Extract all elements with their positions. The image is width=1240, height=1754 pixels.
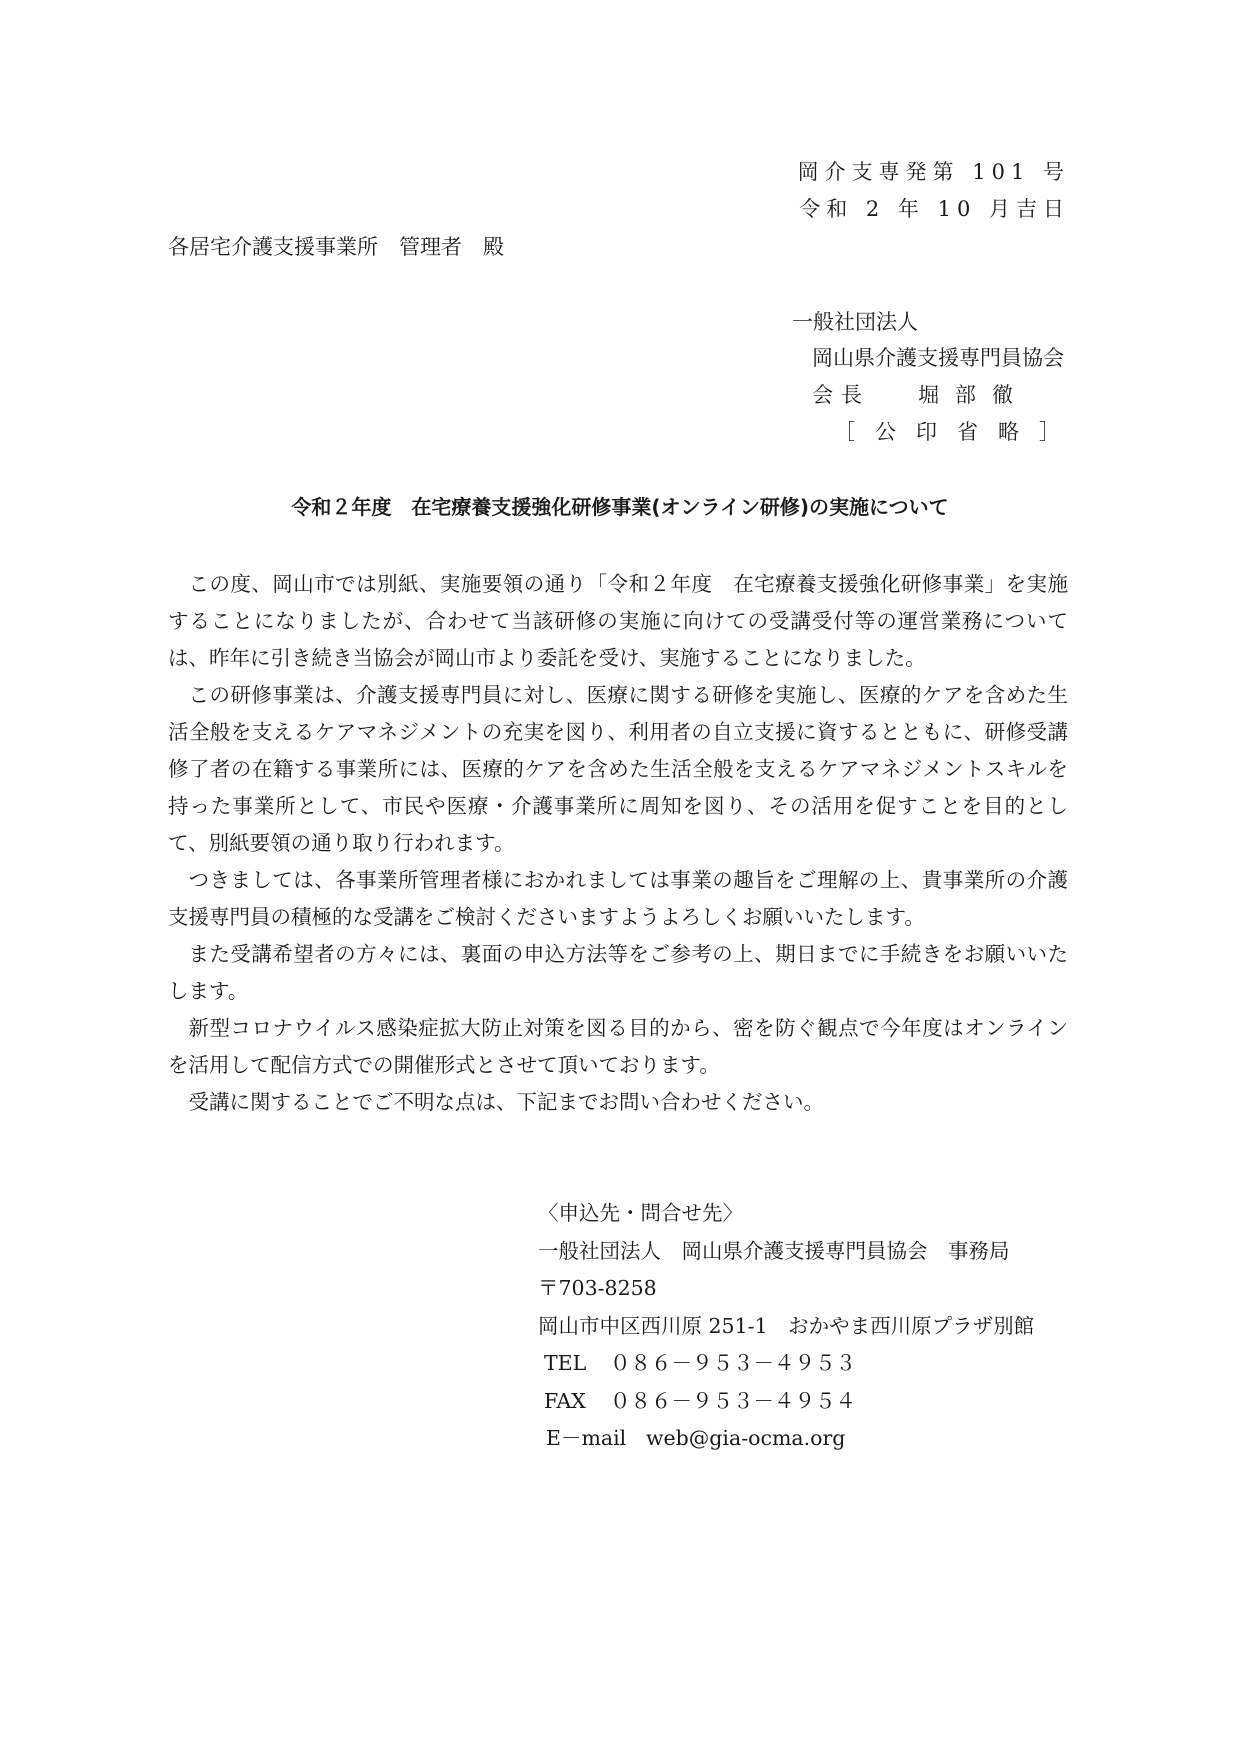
sender-role: 会長 xyxy=(812,383,870,407)
body-paragraph: 受講に関することでご不明な点は、下記までお問い合わせください。 xyxy=(188,1090,824,1114)
document-number: 岡介支専発第 101 号 xyxy=(797,160,1070,184)
contact-postal-code: 〒703-8258 xyxy=(538,1276,657,1300)
contact-block xyxy=(538,1195,1034,1458)
subject-title: 令和２年度 在宅療養支援強化研修事業(オンライン研修)の実施について xyxy=(291,495,949,519)
body-paragraph: この研修事業は、介護支援専門員に対し、医療に関する研修を実施し、医療的ケアを含めた生活全般を支えるケアマネジメントの充実を図り、利用者の自立支援に資するとともに、研修受講修了者の在籍する事業所には、医療的ケアを含めた生活全般を支えるケアマネジメントスキルを持った事業所として、市民や医療・介護事業所に周知を図り、その活用を促すことを目的として、別紙要領の通り取り行われます。 xyxy=(168,683,1068,855)
body-text xyxy=(168,566,1068,1121)
contact-fax xyxy=(538,1383,1034,1421)
seal-bracket-close: ］ xyxy=(1039,420,1080,444)
body-paragraph: つきましては、各事業所管理者様におかれましては事業の趣旨をご理解の上、貴事業所の介護支援専門員の積極的な受講をご検討くださいますようよろしくお願いいたします。 xyxy=(168,868,1068,929)
sender-name: 堀部徹 xyxy=(918,383,1029,407)
email-address: web@gia-ocma.org xyxy=(646,1426,846,1450)
sender-title xyxy=(812,379,1029,409)
tel-label: TEL xyxy=(544,1351,587,1375)
contact-tel xyxy=(538,1345,1034,1383)
contact-address: 岡山市中区西川原 251‐1 おかやま西川原プラザ別館 xyxy=(538,1313,1035,1338)
body-paragraph: この度、岡山市では別紙、実施要領の通り「令和２年度 在宅療養支援強化研修事業」を実施することになりましたが、合わせて当該研修の実施に向けての受講受付等の運営業務については、昨年に引き続き当協会が岡山市より委託を受け、実施することになりました。 xyxy=(168,572,1068,670)
seal-text: 公印省略 xyxy=(875,420,1039,444)
fax-number: ０８６－９５３－４９５４ xyxy=(610,1388,856,1413)
document-date: 令和 2 年 10 月吉日 xyxy=(799,197,1070,221)
contact-email xyxy=(538,1420,1034,1458)
body-paragraph: 新型コロナウイルス感染症拡大防止対策を図る目的から、密を防ぐ観点で今年度はオンラインを活用して配信方式での開催形式とさせて頂いております。 xyxy=(168,1016,1068,1077)
seal-omitted-note xyxy=(834,416,1080,446)
seal-bracket-open: ［ xyxy=(834,420,875,444)
email-label: E－mail xyxy=(546,1426,627,1450)
addressee: 各居宅介護支援事業所 管理者 殿 xyxy=(168,235,504,259)
body-paragraph: また受講希望者の方々には、裏面の申込方法等をご参考の上、期日までに手続きをお願いいたします。 xyxy=(168,942,1068,1003)
sender-org-type: 一般社団法人 xyxy=(792,310,918,334)
contact-org: 一般社団法人 岡山県介護支援専門員協会 事務局 xyxy=(538,1238,1010,1263)
tel-number: ０８６－９５３－４９５３ xyxy=(610,1351,856,1375)
fax-label: FAX xyxy=(544,1388,586,1413)
contact-heading: 〈申込先・問合せ先〉 xyxy=(538,1201,743,1225)
sender-org-name: 岡山県介護支援専門員協会 xyxy=(812,346,1064,370)
